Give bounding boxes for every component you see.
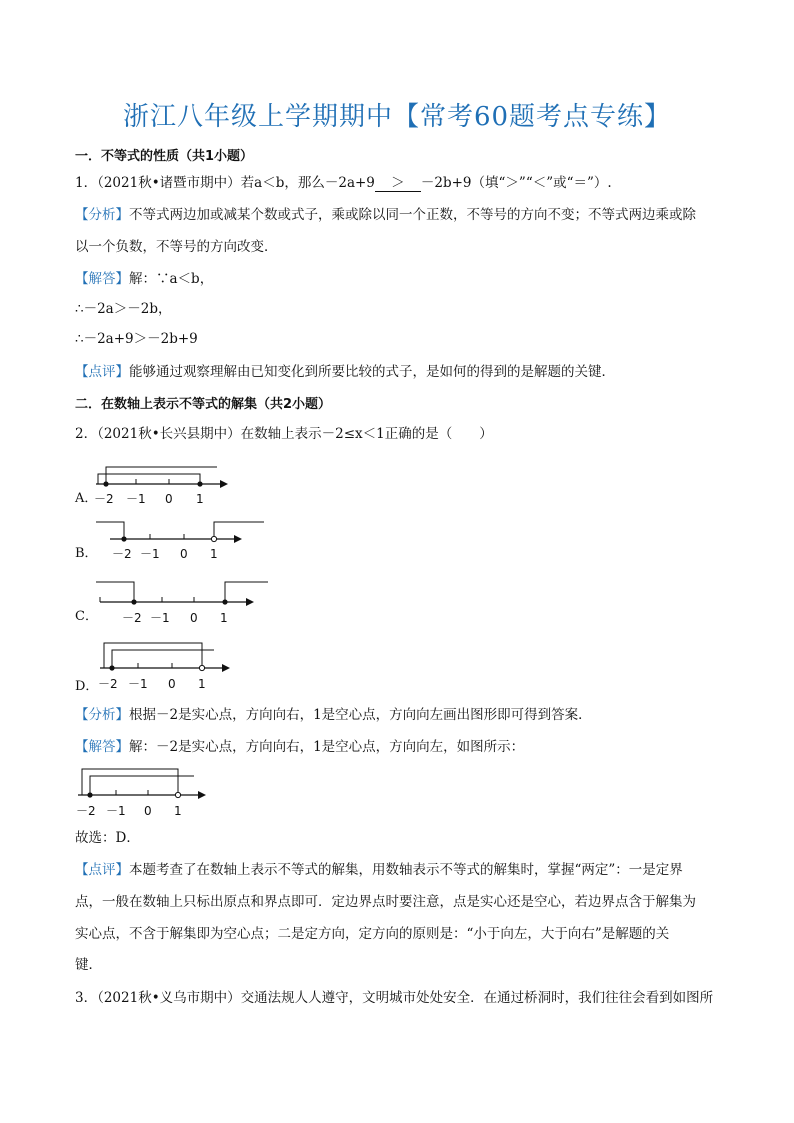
question-2-stem: 2．（2021秋•长兴县期中）在数轴上表示－2≤x＜1正确的是（ ）	[75, 426, 493, 442]
tick-label: －2	[98, 677, 118, 691]
question-3-stem: 3．（2021秋•义乌市期中）交通法规人人遵守，文明城市处处安全．在通过桥洞时，我们往往会看到如图所	[75, 990, 714, 1006]
tick-label: －2	[112, 547, 132, 561]
comment-tag: 【点评】	[75, 364, 129, 380]
q2-comment-text: 本题考查了在数轴上表示不等式的解集，用数轴表示不等式的解集时，掌握“两定”：一是定界	[129, 862, 683, 878]
tick-label: －1	[140, 547, 160, 561]
q1-comment	[75, 362, 615, 382]
q1-comment-text: 能够通过观察理解由已知变化到所要比较的式子，是如何的得到的是解题的关键．	[129, 364, 615, 380]
section-heading-1: 一．不等式的性质（共1小题）	[75, 149, 254, 164]
q1-solution	[75, 269, 213, 289]
solution-number-line	[70, 762, 220, 820]
q1-stem-post: －2b+9（填“＞”“＜”或“＝”）.	[420, 175, 612, 191]
tick-label: －2	[94, 492, 114, 506]
q2-analysis-text: 根据－2是实心点，方向向右，1是空心点，方向向左画出图形即可得到答案．	[129, 707, 592, 723]
comment-tag: 【点评】	[75, 862, 129, 878]
q2-comment-line-3: 实心点，不含于解集即为空心点；二是定方向，定方向的原则是：“小于向左，大于向右”是解题的关	[75, 926, 670, 942]
analysis-tag: 【分析】	[75, 207, 129, 223]
tick-label: 0	[168, 677, 176, 691]
tick-label: －1	[106, 804, 126, 818]
q1-solution-line-3: ∴－2a+9＞－2b+9	[75, 331, 198, 347]
tick-label: 1	[174, 804, 182, 818]
option-a-number-line	[92, 452, 232, 508]
tick-label: 1	[198, 677, 206, 691]
q2-solution-text: 解：－2是实心点，方向向右，1是空心点，方向向左，如图所示：	[129, 739, 525, 755]
tick-label: －1	[128, 677, 148, 691]
q2-comment-line-2: 点，一般在数轴上只标出原点和界点即可．定边界点时要注意，点是实心还是空心，若边界点含于解集为	[75, 894, 696, 910]
option-b-number-line	[92, 515, 272, 565]
q1-analysis	[75, 205, 696, 225]
option-d-label: D．	[75, 679, 99, 694]
analysis-tag: 【分析】	[75, 707, 129, 723]
q1-answer-blank: ＞	[375, 176, 421, 192]
q1-analysis-cont: 以一个负数，不等号的方向改变．	[75, 239, 278, 255]
tick-label: －1	[126, 492, 146, 506]
option-b-label: B．	[75, 546, 98, 561]
solution-tag: 【解答】	[75, 271, 129, 287]
q2-choice: 故选：D．	[75, 830, 140, 846]
section-heading-2: 二．在数轴上表示不等式的解集（共2小题）	[75, 397, 332, 412]
q2-comment-line-4: 键．	[75, 957, 102, 973]
q2-analysis	[75, 705, 592, 725]
tick-label: 1	[220, 611, 228, 625]
q1-solution-line-1: 解：∵a＜b，	[129, 271, 214, 287]
tick-label: －2	[122, 611, 142, 625]
tick-label: －1	[150, 611, 170, 625]
tick-label: 0	[144, 804, 152, 818]
tick-label: 1	[196, 492, 204, 506]
page-title: 浙江八年级上学期期中【常考60题考点专练】	[122, 102, 672, 132]
tick-label: 1	[210, 547, 218, 561]
q2-solution	[75, 737, 524, 757]
solution-tag: 【解答】	[75, 739, 129, 755]
q1-solution-line-2: ∴－2a＞－2b，	[75, 301, 172, 317]
tick-label: 0	[190, 611, 198, 625]
q2-comment	[75, 860, 683, 880]
option-d-number-line	[92, 638, 242, 694]
question-1-stem	[75, 173, 612, 193]
q1-analysis-text: 不等式两边加或减某个数或式子，乘或除以同一个正数，不等号的方向不变；不等式两边乘或除	[129, 207, 696, 223]
option-c-number-line	[92, 574, 274, 626]
option-a-label: A．	[75, 491, 98, 506]
tick-label: －2	[76, 804, 96, 818]
option-c-label: C．	[75, 609, 98, 624]
q1-stem-pre: 1．（2021秋•诸暨市期中）若a＜b，那么－2a+9	[75, 175, 375, 191]
tick-label: 0	[180, 547, 188, 561]
tick-label: 0	[165, 492, 173, 506]
